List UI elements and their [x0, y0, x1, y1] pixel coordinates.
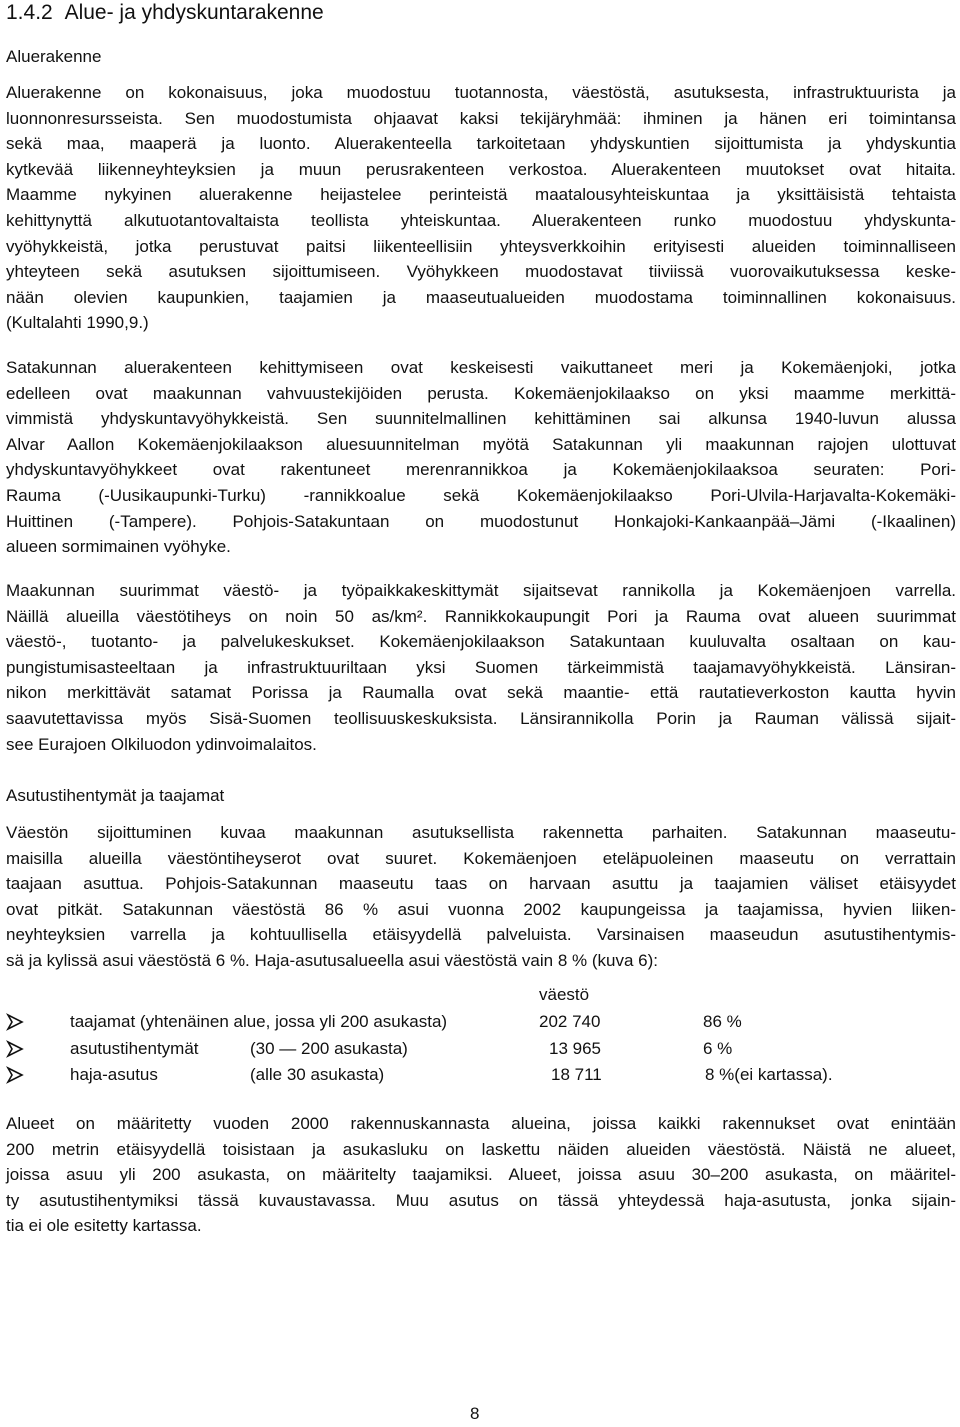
text-line: taajaan asuttua. Pohjois-Satakunnan maaseutu taas on harvaan asuttu ja taajamien väliset etäisyydet	[6, 874, 956, 894]
list-item	[6, 1009, 956, 1036]
text-line: see Eurajoen Olkiluodon ydinvoimalaitos.	[6, 734, 317, 754]
text-line: väestö-, tuotanto- ja palvelukeskukset. Kokemäenjokilaakson Satakuntaan kuuluvalta osaltaan on kau-	[6, 632, 956, 652]
population-pct: 6 %	[703, 1038, 733, 1058]
arrow-bullet-icon	[6, 1013, 24, 1031]
arrow-bullet-icon	[6, 1040, 24, 1058]
text-line: yhteyteen sekä asutuksen sijoittumiseen. Vyöhykkeen muodostavat tiiviissä vuorovaikutuksessa keske-	[6, 262, 956, 282]
text-line: vimmistä yhdyskuntavyöhykkeistä. Sen suunnitelmallinen kehittäminen sai alkunsa 1940-luvun alussa	[6, 409, 956, 429]
text-line: nään olevien kaupunkien, taajamien ja maaseutualueiden muodostama toiminnallinen kokonaisuus.	[6, 287, 956, 307]
text-line: Huittinen (-Tampere). Pohjois-Satakuntaan on muodostunut Honkajoki-Kankaanpää–Jämi (-Ikaalinen)	[6, 511, 956, 531]
list-item	[6, 1036, 956, 1063]
text-line: ovat pitkät. Satakunnan väestöstä 86 % asui vuonna 2002 kaupungeissa ja taajamissa, hyvien liiken-	[6, 899, 956, 919]
population-table	[6, 983, 956, 1093]
paragraph-population-concentrations	[6, 578, 956, 757]
text-line: ty asutustihentymiksi tässä kuvaustavassa. Muu asutus on tässä yhteydessä haja-asutusta, jonka sijain-	[6, 1190, 956, 1210]
text-line: edelleen ovat maakunnan vahvuustekijöiden perusta. Kokemäenjokilaakso on yksi maamme merkittä-	[6, 383, 956, 403]
text-line: Näillä alueilla väestötiheys on noin 50 as/km². Rannikkokaupungit Pori ja Rauma ovat alueen suurimmat	[6, 606, 956, 626]
page-number: 8	[470, 1404, 480, 1423]
section-title: Alue- ja yhdyskuntarakenne	[64, 1, 324, 24]
text-line: pungistumisasteeltaan ja infrastruktuuriltaan yksi Suomen tärkeimmistä taajamavyöhykkeistä. Länsiran-	[6, 657, 956, 677]
population-desc: (30 — 200 asukasta)	[250, 1038, 408, 1058]
subheading-aluerakenne: Aluerakenne	[6, 47, 102, 66]
population-name: asutustihentymät	[70, 1038, 199, 1058]
text-line: Aluerakenne on kokonaisuus, joka muodostuu tuotannosta, väestöstä, asutuksesta, infrastruktuurista ja	[6, 83, 956, 102]
population-pct: 86 %	[703, 1012, 742, 1031]
paragraph-definitions	[6, 1111, 956, 1239]
text-line: saavutettavissa myös Sisä-Suomen teollisuuskeskuksista. Länsirannikolla Porin ja Rauman välissä sijait-	[6, 708, 956, 728]
text-line: Maamme nykyinen aluerakenne heijastelee perinteistä maatalousyhteiskuntaa ja yksittäisistä tehtaista	[6, 185, 956, 205]
text-line: Rauma (-Uusikaupunki-Turku) -rannikkoalue sekä Kokemäenjokilaakso Pori-Ulvila-Harjavalta-Kokemäki-	[6, 485, 956, 505]
text-line: Alueet on määritetty vuoden 2000 rakennuskannasta alueina, joissa kaikki rakennukset ovat enintään	[6, 1114, 956, 1133]
text-line: kytkevää liikenneyhteyksien ja muun perusrakenteen verkostoa. Aluerakenteen muutokset ovat hitaita.	[6, 159, 956, 179]
text-line: vyöhykkeistä, jotka perustuvat paitsi liikenteellisiin yhteysverkkoihin erityisesti alueiden toiminnalliseen	[6, 236, 956, 256]
arrow-bullet-icon	[6, 1066, 24, 1084]
text-line: maisilla alueilla väestöntiheyserot ovat suuret. Kokemäenjoen eteläpuoleinen maaseutu on verrattain	[6, 848, 956, 868]
text-line: alueen sormimainen vyöhyke.	[6, 537, 231, 557]
text-line: Maakunnan suurimmat väestö- ja työpaikkakeskittymät sijaitsevat rannikolla ja Kokemäenjoen varrella.	[6, 581, 956, 600]
list-item	[6, 1062, 956, 1089]
paragraph-population-distribution	[6, 820, 956, 974]
text-line: neyhteyksien varrella ja kohtuullisella etäisyydellä palveluista. Varsinaisen maaseudun asutustihentymis-	[6, 925, 956, 945]
text-line: Alvar Aallon Kokemäenjokilaakson aluesuunnitelman myötä Satakunnan yli maakunnan rajojen ulottuvat	[6, 434, 956, 454]
text-line: Väestön sijoittuminen kuvaa maakunnan asutuksellista rakennetta parhaiten. Satakunnan maaseutu-	[6, 823, 956, 842]
population-name: haja-asutus	[70, 1065, 158, 1084]
population-desc: (alle 30 asukasta)	[250, 1065, 385, 1084]
paragraph-aluerakenne	[6, 80, 956, 336]
population-pop: 13 965	[549, 1038, 601, 1058]
text-line: sä ja kylissä asui väestöstä 6 %. Haja-asutusalueella asui väestöstä vain 8 % (kuva 6):	[6, 950, 658, 970]
text-line: sekä maa, maaperä ja luonto. Aluerakenteella tarkoitetaan yhdyskuntien sijoittumista ja yhdyskuntia	[6, 134, 956, 154]
paragraph-satakunta-development	[6, 355, 956, 560]
population-pop: 18 711	[551, 1065, 602, 1084]
population-column-header: väestö	[539, 985, 590, 1004]
population-list	[6, 1009, 956, 1089]
population-name: taajamat (yhtenäinen alue, jossa yli 200 asukasta)	[70, 1012, 448, 1031]
text-line: (Kultalahti 1990,9.)	[6, 313, 149, 333]
text-line: nikon merkittävät satamat Porissa ja Raumalla ovat sekä maantie- että rautatieverkoston kautta hyvin	[6, 683, 956, 703]
population-pop: 202 740	[539, 1012, 601, 1031]
text-line: yhdyskuntavyöhykkeet ovat rakentuneet merenrannikkoa ja Kokemäenjokilaaksoa seuraten: Pori-	[6, 460, 956, 480]
text-line: Satakunnan aluerakenteen kehittymiseen ovat keskeisesti vaikuttaneet meri ja Kokemäenjoki, jotka	[6, 358, 956, 377]
section-heading	[6, 0, 324, 26]
population-pct: 8 %(ei kartassa).	[705, 1065, 833, 1084]
text-line: tia ei ole esitetty kartassa.	[6, 1216, 202, 1236]
text-line: luonnonresursseista. Sen muodostumista ohjaavat kaksi tekijäryhmää: ihminen ja hänen eri toimintansa	[6, 108, 956, 128]
section-number: 1.4.2	[6, 1, 53, 24]
text-line: 200 metrin etäisyydellä toisistaan ja asukasluku on laskettu näiden alueiden väestöstä. Näistä ne alueet,	[6, 1139, 956, 1159]
text-line: kehittynyttä alkutuotantovaltaista teollista yhteiskuntaa. Aluerakenteen runko muodostuu yhdyskunta-	[6, 210, 956, 230]
subheading-asutustihentymat: Asutustihentymät ja taajamat	[6, 786, 225, 805]
text-line: joissa asuu yli 200 asukasta, on määritelty taajamiksi. Alueet, joissa asuu 30–200 asukasta, on määritel-	[6, 1165, 956, 1185]
